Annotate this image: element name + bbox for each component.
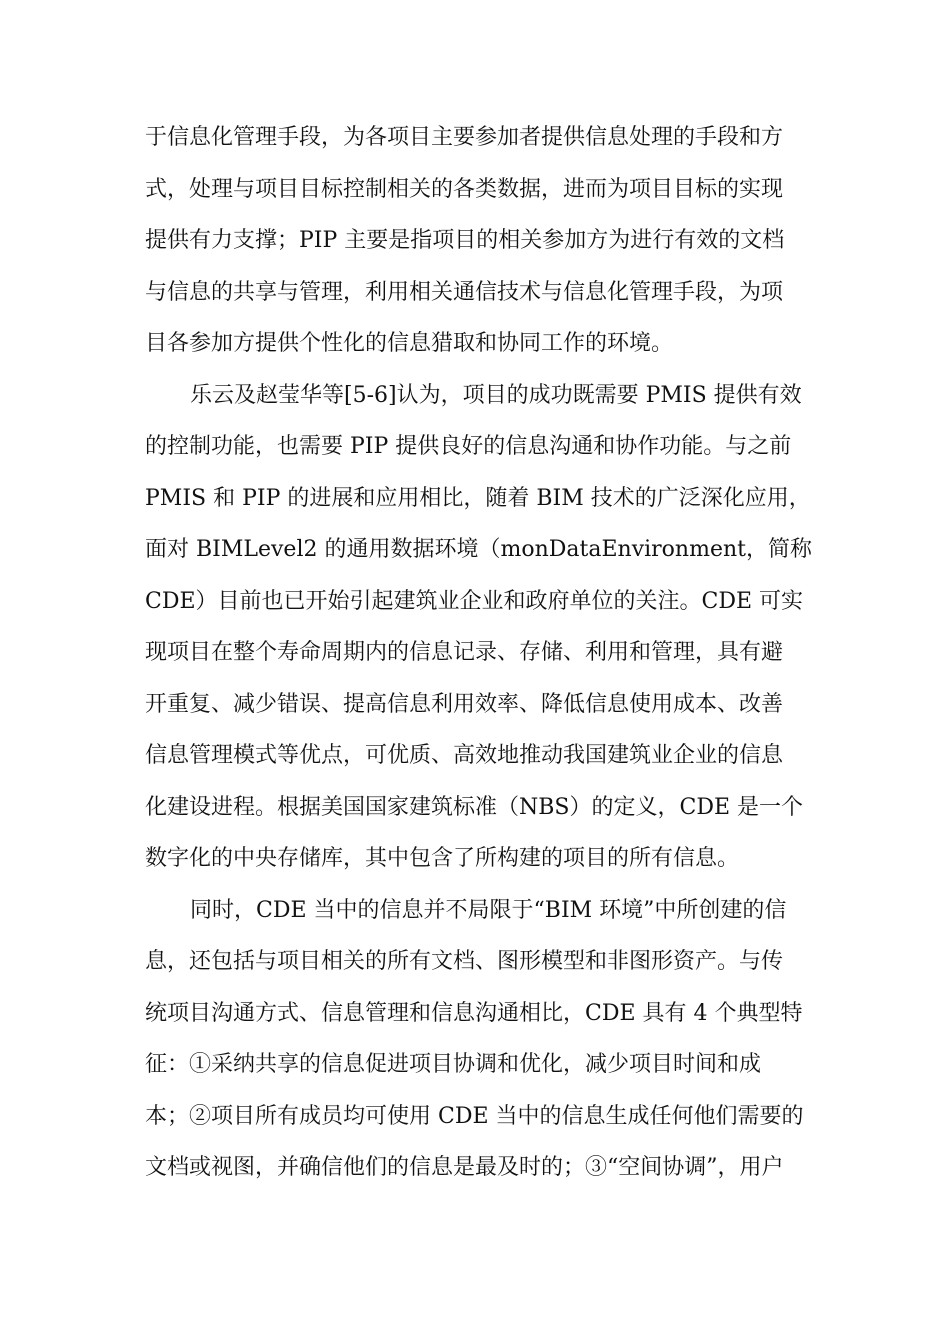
text-line: 面对 BIMLevel2 的通用数据环境（monDataEnvironment，简称 (145, 537, 812, 562)
text-line: 信息管理模式等优点，可优质、高效地推动我国建筑业企业的信息 (145, 743, 784, 768)
text-line: 现项目在整个寿命周期内的信息记录、存储、利用和管理，具有避 (145, 640, 784, 665)
text-line: 提供有力支撑；PIP 主要是指项目的相关参加方为进行有效的文档 (145, 228, 785, 253)
text-line: PMIS 和 PIP 的进展和应用相比，随着 BIM 技术的广泛深化应用， (145, 485, 811, 511)
text-line: 与信息的共享与管理，利用相关通信技术与信息化管理手段，为项 (145, 279, 784, 305)
text-line: 数字化的中央存储库，其中包含了所构建的项目的所有信息。 (145, 846, 740, 871)
text-line: 文档或视图，并确信他们的信息是最及时的；③“空间协调”，用户 (145, 1155, 784, 1180)
text-line: 开重复、减少错误、提高信息利用效率、降低信息使用成本、改善 (145, 691, 784, 717)
text-line: 于信息化管理手段，为各项目主要参加者提供信息处理的手段和方 (145, 125, 784, 150)
body-text (145, 112, 815, 1194)
text-line: 乐云及赵莹华等[5-6]认为，项目的成功既需要 PMIS 提供有效 (190, 382, 802, 408)
text-line: 同时，CDE 当中的信息并不局限于“BIM 环境”中所创建的信 (190, 897, 787, 923)
text-line: 的控制功能，也需要 PIP 提供良好的信息沟通和协作功能。与之前 (145, 434, 792, 459)
text-line: 化建设进程。根据美国国家建筑标准（NBS）的定义，CDE 是一个 (145, 794, 804, 820)
text-line: 征：①采纳共享的信息促进项目协调和优化，减少项目时间和成 (145, 1052, 762, 1077)
text-line: 本；②项目所有成员均可使用 CDE 当中的信息生成任何他们需要的 (145, 1103, 804, 1129)
text-line: 式，处理与项目目标控制相关的各类数据，进而为项目目标的实现 (145, 176, 784, 202)
text-line: 统项目沟通方式、信息管理和信息沟通相比，CDE 具有 4 个典型特 (145, 1000, 803, 1026)
text-line: 息，还包括与项目相关的所有文档、图形模型和非图形资产。与传 (145, 949, 784, 974)
text-line: CDE）目前也已开始引起建筑业企业和政府单位的关注。CDE 可实 (145, 588, 804, 614)
text-line: 目各参加方提供个性化的信息猎取和协同工作的环境。 (145, 331, 674, 356)
